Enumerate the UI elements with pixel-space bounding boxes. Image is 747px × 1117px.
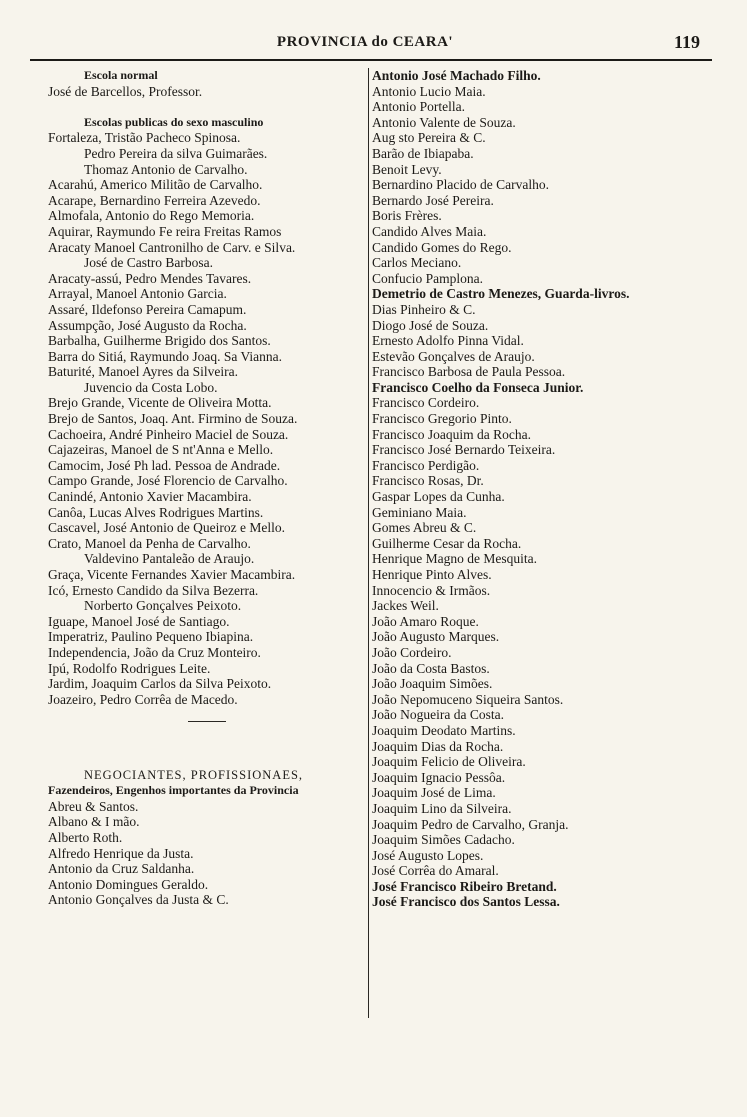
- list-item: João Nepomuceno Siqueira Santos.: [372, 691, 564, 707]
- section-divider: [188, 721, 226, 722]
- list-item: Joaquim Felicio de Oliveira.: [372, 754, 526, 770]
- list-item: José Corrêa do Amaral.: [372, 863, 499, 879]
- list-item: Bernardo José Pereira.: [372, 192, 494, 208]
- list-item: Antonio da Cruz Saldanha.: [48, 861, 195, 877]
- list-item: Aug sto Pereira & C.: [372, 130, 486, 146]
- list-item: Canôa, Lucas Alves Rodrigues Martins.: [48, 504, 264, 520]
- list-item: Aracaty-assú, Pedro Mendes Tavares.: [48, 270, 252, 286]
- list-item: Antonio Gonçalves da Justa & C.: [48, 892, 229, 908]
- list-item: Francisco Barbosa de Paula Pessoa.: [372, 364, 566, 380]
- list-item: Gomes Abreu & C.: [372, 520, 477, 536]
- list-item: Francisco Coelho da Fonseca Junior.: [372, 379, 584, 395]
- negociantes-list: [48, 799, 362, 908]
- list-item: Pedro Pereira da silva Guimarães.: [84, 145, 268, 161]
- list-item: Candido Gomes do Rego.: [372, 239, 512, 255]
- list-item: João Amaro Roque.: [372, 613, 479, 629]
- page-number: 119: [673, 32, 700, 52]
- list-item: Joaquim Pedro de Carvalho, Granja.: [372, 816, 569, 832]
- list-item: Joazeiro, Pedro Corrêa de Macedo.: [48, 691, 238, 707]
- list-item: Canindé, Antonio Xavier Macambira.: [48, 489, 252, 505]
- list-item: Camocim, José Ph lad. Pessoa de Andrade.: [48, 457, 281, 473]
- list-item: Jackes Weil.: [372, 598, 439, 614]
- section-heading-negociantes: NEGOCIANTES, PROFISSIONAES,: [84, 767, 304, 782]
- list-item: Francisco Gregorio Pinto.: [372, 411, 512, 427]
- list-item: Joaquim Ignacio Pessôa.: [372, 769, 506, 785]
- list-item: Joaquim Lino da Silveira.: [372, 800, 512, 816]
- spacer: [48, 99, 362, 115]
- list-item: Graça, Vicente Fernandes Xavier Macambira.: [48, 567, 296, 582]
- list-item: José Francisco Ribeiro Bretand.: [372, 878, 557, 894]
- list-item: Estevão Gonçalves de Araujo.: [372, 348, 535, 364]
- section-heading-escolas-publicas: Escolas publicas do sexo masculino: [84, 114, 264, 129]
- page-header: [30, 30, 700, 60]
- list-item: Thomaz Antonio de Carvalho.: [84, 161, 248, 177]
- list-item: Crato, Manoel da Penha de Carvalho.: [48, 535, 251, 551]
- list-item: Henrique Pinto Alves.: [372, 567, 492, 582]
- list-item: Joaquim Deodato Martins.: [372, 722, 516, 738]
- list-item: Almofala, Antonio do Rego Memoria.: [48, 208, 255, 224]
- spacer: [48, 752, 362, 768]
- list-item: Cachoeira, André Pinheiro Maciel de Souza.: [48, 426, 289, 442]
- list-item: Ipú, Rodolfo Rodrigues Leite.: [48, 660, 211, 676]
- list-item: Benoit Levy.: [372, 161, 442, 177]
- list-item: Francisco José Bernardo Teixeira.: [372, 442, 556, 458]
- list-item: Aracaty Manoel Cantronilho de Carv. e Silva.: [48, 239, 296, 255]
- list-item: Innocencio & Irmãos.: [372, 582, 491, 598]
- list-item: Geminiano Maia.: [372, 504, 467, 520]
- list-item: Demetrio de Castro Menezes, Guarda-livros.: [372, 286, 630, 302]
- list-item: João Nogueira da Costa.: [372, 707, 504, 723]
- list-item: Brejo de Santos, Joaq. Ant. Firmino de Souza.: [48, 411, 298, 427]
- list-item: Assumpção, José Augusto da Rocha.: [48, 317, 247, 333]
- list-item: João da Costa Bastos.: [372, 660, 490, 676]
- list-item: Icó, Ernesto Candido da Silva Bezerra.: [48, 582, 259, 598]
- list-item: Antonio Lucio Maia.: [372, 83, 486, 99]
- list-item: José Francisco dos Santos Lessa.: [372, 894, 560, 910]
- list-item: Antonio José Machado Filho.: [372, 68, 541, 83]
- list-item: Albano & I mão.: [48, 814, 140, 830]
- list-item: Bernardino Placido de Carvalho.: [372, 177, 549, 193]
- list-item: José de Barcellos, Professor.: [48, 83, 203, 99]
- list-item: Baturité, Manoel Ayres da Silveira.: [48, 364, 238, 380]
- list-item: Francisco Rosas, Dr.: [372, 473, 484, 489]
- list-item: Iguape, Manoel José de Santiago.: [48, 613, 230, 629]
- list-item: Francisco Perdigão.: [372, 457, 480, 473]
- list-item: Confucio Pamplona.: [372, 270, 483, 286]
- list-item: Cajazeiras, Manoel de S nt'Anna e Mello.: [48, 442, 274, 458]
- list-item: Antonio Domingues Geraldo.: [48, 876, 209, 892]
- list-item: Francisco Cordeiro.: [372, 395, 480, 411]
- list-item: Henrique Magno de Mesquita.: [372, 551, 537, 567]
- list-item: Dias Pinheiro & C.: [372, 301, 476, 317]
- list-item: José de Castro Barbosa.: [84, 255, 213, 271]
- left-column: [48, 68, 362, 908]
- list-item: Guilherme Cesar da Rocha.: [372, 535, 522, 551]
- header-rule: [30, 59, 712, 61]
- list-item: Barra do Sitiá, Raymundo Joaq. Sa Vianna.: [48, 348, 283, 364]
- list-item: Joaquim Simões Cadacho.: [372, 832, 515, 848]
- section-heading-escola-normal: Escola normal: [84, 68, 158, 82]
- list-item: Carlos Meciano.: [372, 255, 462, 271]
- right-list: [372, 68, 694, 910]
- list-item: Valdevino Pantaleão de Araujo.: [84, 551, 255, 567]
- list-item: João Augusto Marques.: [372, 629, 500, 645]
- list-item: João Joaquim Simões.: [372, 676, 493, 692]
- list-item: Barão de Ibiapaba.: [372, 145, 474, 161]
- list-item: Gaspar Lopes da Cunha.: [372, 489, 505, 505]
- escola-normal-list: [48, 84, 362, 100]
- list-item: Ernesto Adolfo Pinna Vidal.: [372, 333, 524, 349]
- list-item: Brejo Grande, Vicente de Oliveira Motta.: [48, 395, 272, 411]
- list-item: Abreu & Santos.: [48, 798, 139, 814]
- list-item: Joaquim Dias da Rocha.: [372, 738, 504, 754]
- list-item: Acarape, Bernardino Ferreira Azevedo.: [48, 192, 261, 208]
- list-item: Norberto Gonçalves Peixoto.: [84, 598, 242, 614]
- list-item: Campo Grande, José Florencio de Carvalho.: [48, 473, 288, 489]
- list-item: Aquirar, Raymundo Fe reira Freitas Ramos: [48, 223, 282, 239]
- list-item: Alberto Roth.: [48, 829, 123, 845]
- escolas-list: [48, 130, 362, 707]
- list-item: Independencia, João da Cruz Monteiro.: [48, 644, 261, 660]
- right-column: [368, 68, 694, 1018]
- list-item: Antonio Valente de Souza.: [372, 114, 516, 130]
- list-item: Assaré, Ildefonso Pereira Camapum.: [48, 301, 247, 317]
- list-item: Barbalha, Guilherme Brigido dos Santos.: [48, 333, 271, 349]
- list-item: Jardim, Joaquim Carlos da Silva Peixoto.: [48, 676, 272, 692]
- list-item: José Augusto Lopes.: [372, 847, 484, 863]
- list-item: Boris Frères.: [372, 208, 442, 224]
- list-item: Alfredo Henrique da Justa.: [48, 845, 194, 861]
- list-item: Diogo José de Souza.: [372, 317, 489, 333]
- list-item: Cascavel, José Antonio de Queiroz e Mello.: [48, 520, 285, 536]
- list-item: Juvencio da Costa Lobo.: [84, 379, 218, 395]
- list-item: Fortaleza, Tristão Pacheco Spinosa.: [48, 130, 241, 146]
- list-item: Francisco Joaquim da Rocha.: [372, 426, 531, 442]
- subheading-fazendeiros: Fazendeiros, Engenhos importantes da Provincia: [48, 783, 299, 798]
- list-item: Imperatriz, Paulino Pequeno Ibiapina.: [48, 629, 254, 645]
- list-item: Arrayal, Manoel Antonio Garcia.: [48, 286, 227, 302]
- list-item: João Cordeiro.: [372, 644, 452, 660]
- list-item: Antonio Portella.: [372, 99, 465, 115]
- list-item: Candido Alves Maia.: [372, 223, 487, 239]
- list-item: Joaquim José de Lima.: [372, 785, 496, 801]
- spacer: [48, 736, 362, 752]
- list-item: Acarahú, Americo Militão de Carvalho.: [48, 177, 263, 193]
- running-title: PROVINCIA do CEARA': [276, 34, 454, 50]
